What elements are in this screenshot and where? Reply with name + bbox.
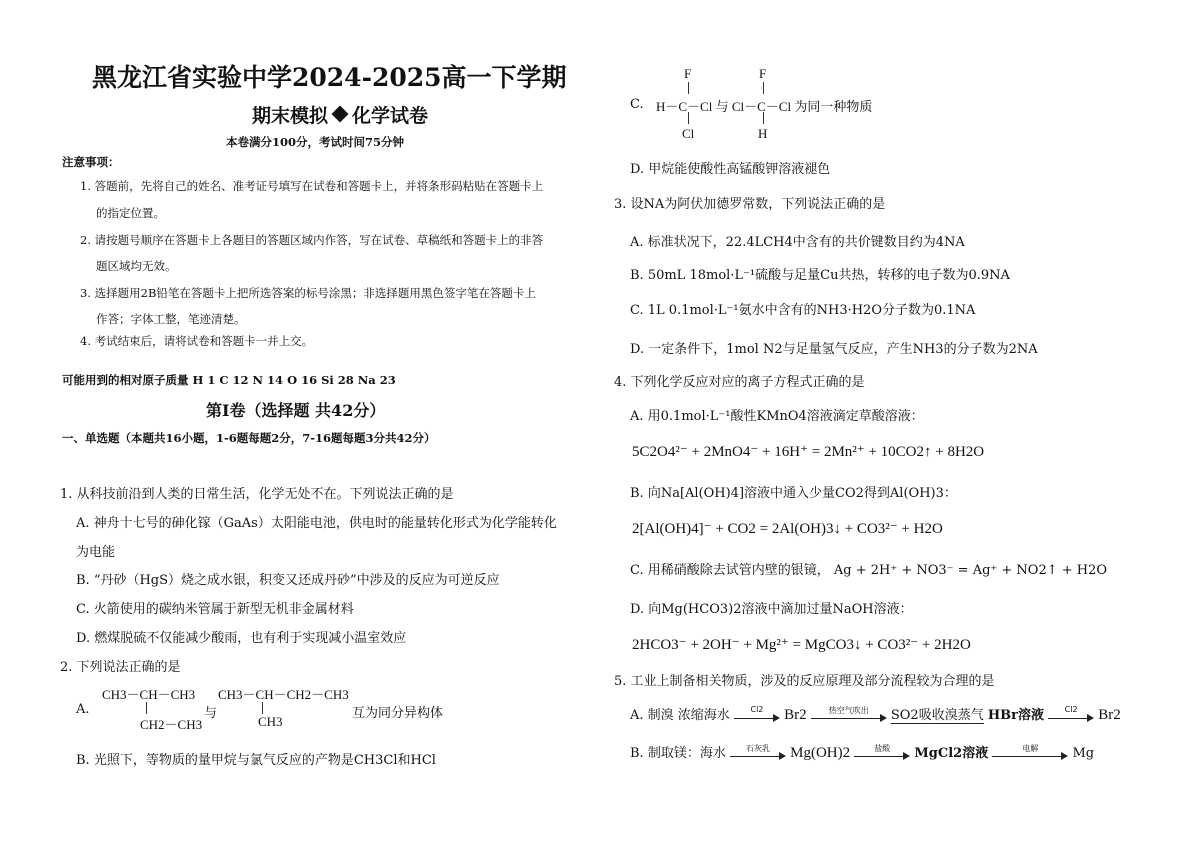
notice-heading: 注意事项： — [62, 155, 120, 169]
q3-option-d: D. 一定条件下，1mol N2与足量氢气反应，产生NH3的分子数为2NA — [630, 342, 1038, 357]
q2-c-f1: F — [684, 66, 692, 81]
q3-stem: 3. 设NA为阿伏加德罗常数，下列说法正确的是 — [614, 197, 886, 212]
part-heading: 一、单选题（本题共16小题，1-6题每题2分，7-16题每题3分共42分） — [62, 431, 436, 445]
q1-option-c: C. 火箭使用的碳纳米管属于新型无机非金属材料 — [76, 602, 354, 617]
diamond-icon — [332, 106, 349, 123]
q2-struct1-bottom: CH2－CH3 — [140, 717, 203, 732]
q2-struct2-top: CH3－CH－CH2－CH3 — [218, 687, 349, 702]
q2-struct1-top: CH3－CH－CH3 — [102, 687, 196, 702]
q5-a-label: A. 制溴 浓缩海水 — [630, 708, 730, 723]
exam-title: 黑龙江省实验中学2024-2025高一下学期 — [92, 63, 567, 92]
q5-option-b — [630, 742, 1094, 762]
arrow-label: 盐酸 — [874, 743, 891, 753]
q2-struct2-bottom: CH3 — [258, 714, 283, 729]
q2-and: 与 — [204, 706, 218, 721]
notice-line: 2. 请按题号顺序在答题卡上各题目的答题区域内作答，写在试卷、草稿纸和答题卡上的非答 — [80, 233, 544, 247]
notice-line: 的指定位置。 — [96, 206, 165, 220]
arrow-icon — [730, 743, 786, 761]
q4-stem: 4. 下列化学反应对应的离子方程式正确的是 — [614, 375, 865, 390]
notice-line: 题区域均无效。 — [96, 259, 177, 273]
q5-b-product: Mg — [1072, 746, 1095, 761]
q4-equation-d: 2HCO3⁻ + 2OH⁻ + Mg²⁺ = MgCO3↓ + CO3²⁻ + 2H2O — [632, 637, 971, 653]
q2-c-row: H－C－Cl 与 Cl－C－Cl 为同一种物质 — [656, 99, 873, 114]
arrow-label: 电解 — [1022, 743, 1039, 753]
arrow-icon — [1048, 704, 1094, 723]
arrow-label: Cl2 — [1064, 704, 1078, 714]
exam-subtitle — [252, 101, 428, 128]
q2-stem: 2. 下列说法正确的是 — [60, 660, 181, 675]
exam-info: 本卷满分100分，考试时间75分钟 — [226, 135, 405, 149]
q2-option-a-tail: 互为同分异构体 — [352, 706, 444, 721]
subtitle-left: 期末模拟 — [252, 105, 329, 127]
arrow-icon — [811, 705, 887, 723]
q2-option-a-label: A. — [76, 702, 90, 717]
q5-b-label: B. 制取镁：海水 — [630, 746, 726, 761]
q3-option-b: B. 50mL 18mol·L⁻¹硫酸与足量Cu共热，转移的电子数为0.9NA — [630, 268, 1010, 283]
arrow-label: 石灰乳 — [745, 743, 770, 753]
bond-line — [688, 82, 689, 94]
q1-option-a-cont: 为电能 — [76, 545, 116, 560]
q5-a-product: HBr溶液 — [987, 708, 1044, 723]
arrow-icon — [854, 743, 910, 761]
q4-option-b: B. 向Na[Al(OH)4]溶液中通入少量CO2得到Al(OH)3： — [630, 486, 957, 501]
q3-option-c: C. 1L 0.1mol·L⁻¹氨水中含有的NH3·H2O分子数为0.1NA — [630, 303, 976, 318]
q2-option-b: B. 光照下，等物质的量甲烷与氯气反应的产物是CH3Cl和HCl — [76, 753, 436, 768]
arrow-label: 热空气吹出 — [828, 705, 869, 715]
q2-c-cl: Cl — [682, 126, 695, 141]
q4-equation-a: 5C2O4²⁻ + 2MnO4⁻ + 16H⁺ = 2Mn²⁺ + 10CO2↑ + 8H2O — [632, 444, 985, 460]
bond-line — [763, 112, 764, 124]
arrow-icon — [992, 743, 1068, 761]
q2-option-c-label: C. — [630, 97, 644, 112]
q4-option-c: C. 用稀硝酸除去试管内壁的银镜， Ag + 2H⁺ + NO3⁻ = Ag⁺ + NO2↑ + H2O — [630, 563, 1108, 578]
q5-stem: 5. 工业上制备相关物质，涉及的反应原理及部分流程较为合理的是 — [614, 674, 995, 689]
bond-line — [688, 112, 689, 124]
q5-b-product: MgCl2溶液 — [914, 746, 989, 761]
q1-option-d: D. 燃煤脱硫不仅能减少酸雨，也有利于实现减小温室效应 — [76, 631, 407, 646]
q5-a-product: Br2 — [1098, 707, 1121, 723]
bond-line — [763, 82, 764, 94]
q1-option-a: A. 神舟十七号的砷化镓（GaAs）太阳能电池，供电时的能量转化形式为化学能转化 — [76, 516, 557, 531]
bond-line — [146, 702, 147, 714]
atomic-masses: 可能用到的相对原子质量 H 1 C 12 N 14 O 16 Si 28 Na 23 — [62, 373, 396, 387]
q5-option-a — [630, 704, 1121, 724]
q2-c-f2: F — [759, 66, 767, 81]
arrow-label: Cl2 — [750, 704, 764, 714]
q4-option-d: D. 向Mg(HCO3)2溶液中滴加过量NaOH溶液： — [630, 602, 913, 617]
q3-option-a: A. 标准状况下，22.4LCH4中含有的共价键数目约为4NA — [630, 235, 965, 250]
q4-option-a: A. 用0.1mol·L⁻¹酸性KMnO4溶液滴定草酸溶液： — [630, 409, 924, 424]
section-title: 第Ⅰ卷（选择题 共42分） — [206, 401, 386, 420]
subtitle-right: 化学试卷 — [352, 105, 429, 127]
q2-option-d: D. 甲烷能使酸性高锰酸钾溶液褪色 — [630, 162, 831, 177]
notice-line: 作答；字体工整，笔迹清楚。 — [96, 312, 246, 326]
notice-line: 3. 选择题用2B铅笔在答题卡上把所选答案的标号涂黑；非选择题用黑色签字笔在答题卡上 — [80, 286, 536, 300]
notice-line: 4. 考试结束后，请将试卷和答题卡一并上交。 — [80, 334, 314, 348]
arrow-icon — [734, 704, 780, 723]
bond-line — [262, 702, 263, 714]
q5-a-product: Br2 — [784, 707, 807, 723]
q2-c-h: H — [758, 126, 768, 141]
notice-line: 1. 答题前，先将自己的姓名、准考证号填写在试卷和答题卡上，并将条形码粘贴在答题卡上 — [80, 179, 544, 193]
q5-b-product: Mg(OH)2 — [790, 745, 851, 761]
q5-a-step: SO2吸收溴蒸气 — [890, 708, 984, 723]
q1-stem: 1. 从科技前沿到人类的日常生活，化学无处不在。下列说法正确的是 — [60, 487, 454, 502]
q4-equation-b: 2[Al(OH)4]⁻ + CO2 = 2Al(OH)3↓ + CO3²⁻ + H2O — [632, 521, 943, 537]
q1-option-b: B. “丹砂（HgS）烧之成水银，积变又还成丹砂”中涉及的反应为可逆反应 — [76, 573, 500, 588]
